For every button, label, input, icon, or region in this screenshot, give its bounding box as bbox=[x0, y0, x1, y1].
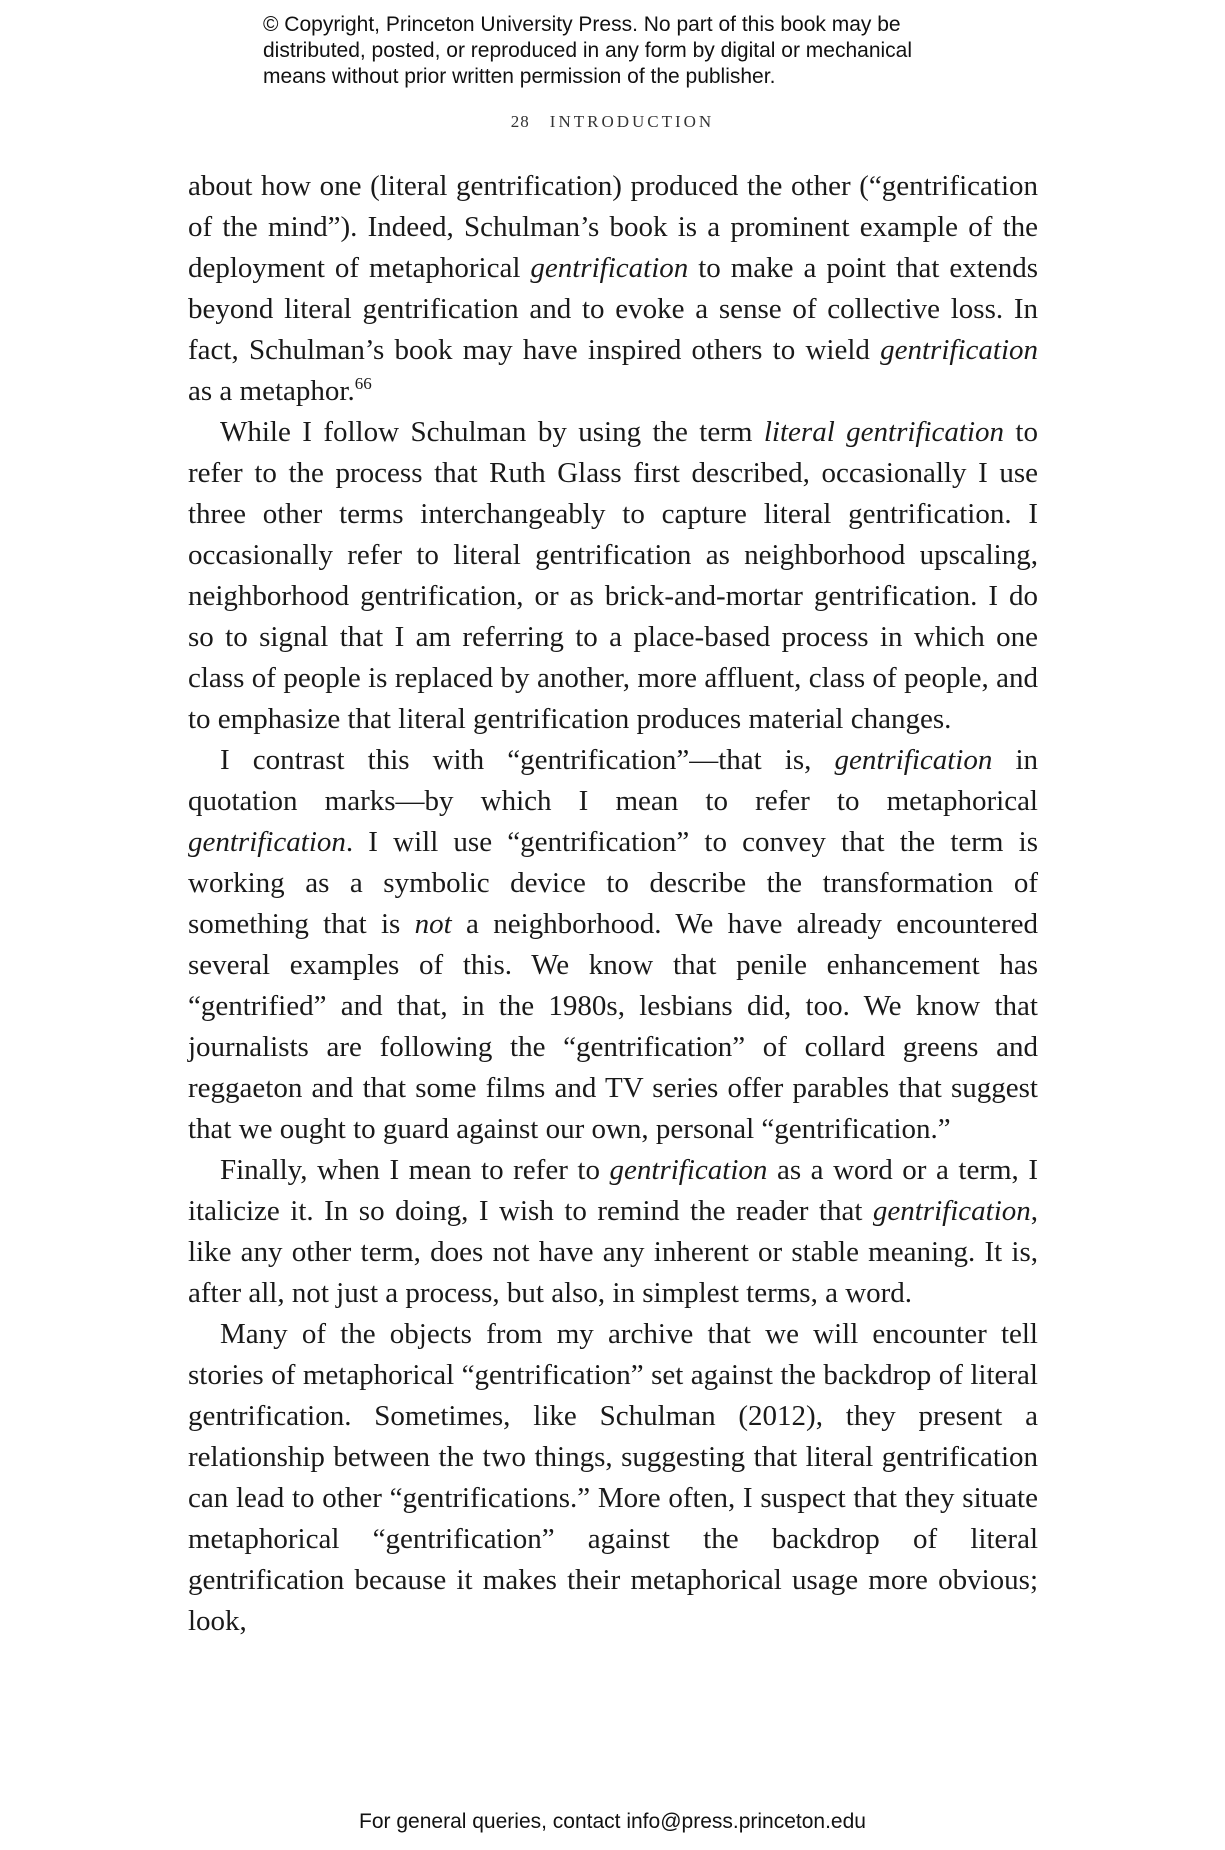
paragraph bbox=[188, 166, 1038, 412]
italic-text: not bbox=[414, 908, 452, 940]
copyright-notice bbox=[263, 12, 983, 90]
footnote-ref: 66 bbox=[354, 374, 372, 393]
italic-text: literal gentrification bbox=[763, 416, 1005, 448]
italic-text: gentrification bbox=[188, 826, 346, 858]
italic-text: gentrification bbox=[834, 744, 993, 776]
text-run: to refer to the process that Ruth Glass first described, occasionally I use three other terms interchangeably to capture literal gentrification. I occasionally refer to literal gentrification as neighborhood upscaling, neighborhood gentrification, or as brick-and-mortar gentrification. I do so to signal that I am referring to a place-based process in which one class of people is replaced by another, more affluent, class of people, and to emphasize that literal gentrification produces material changes. bbox=[188, 416, 1038, 735]
copyright-line-2: distributed, posted, or reproduced in any form by digital or mechanical bbox=[263, 39, 913, 62]
text-run: about how one (literal gentrification) produced the other (“gentrification of the mind”). Indeed, Schulman’s book is a prominent example of the deployment of metaphorical bbox=[188, 170, 1038, 284]
text-run: a neighborhood. We have already encountered several examples of this. We know that penile enhancement has “gentrified” and that, in the 1980s, lesbians did, too. We know that journalists are following the “gentrification” of collard greens and reggaeton and that some films and TV series offer parables that suggest that we ought to guard against our own, personal “gentrification.” bbox=[188, 908, 1038, 1145]
body-text bbox=[188, 166, 1038, 1642]
italic-text: gentrification bbox=[530, 252, 689, 284]
text-run: Finally, when I mean to refer to bbox=[220, 1154, 610, 1186]
copyright-line-3: means without prior written permission of the publisher. bbox=[263, 65, 776, 88]
paragraph bbox=[188, 412, 1038, 740]
text-run: Many of the objects from my archive that we will encounter tell stories of metaphorical “gentrification” set against the backdrop of literal gentrification. Sometimes, like Schulman (2012), they present a relationship between the two things, suggesting that literal gentrification can lead to other “gentrifications.” More often, I suspect that they situate metaphorical “gentrification” against the backdrop of literal gentrification because it makes their metaphorical usage more obvious; look, bbox=[188, 1318, 1038, 1637]
text-run: as a word or a term, I italicize it. In so doing, I wish to remind the reader that bbox=[188, 1154, 1038, 1227]
paragraph bbox=[188, 1150, 1038, 1314]
paragraph bbox=[188, 1314, 1038, 1642]
copyright-line-1: © Copyright, Princeton University Press. No part of this book may be bbox=[263, 13, 901, 36]
text-run: . I will use “gentrification” to convey that the term is working as a symbolic device to describe the transformation of something that is bbox=[188, 826, 1038, 940]
chapter-title: INTRODUCTION bbox=[549, 112, 715, 131]
running-head bbox=[0, 112, 1225, 132]
footer-contact: For general queries, contact info@press.princeton.edu bbox=[359, 1810, 866, 1833]
paragraph bbox=[188, 740, 1038, 1150]
page-number: 28 bbox=[510, 112, 530, 131]
text-run: in quotation marks—by which I mean to refer to metaphorical bbox=[188, 744, 1039, 817]
text-run: While I follow Schulman by using the term bbox=[220, 416, 764, 448]
text-run: as a metaphor. bbox=[188, 375, 355, 407]
italic-text: gentrification bbox=[609, 1154, 768, 1186]
text-run: I contrast this with “gentrification”—that is, bbox=[220, 744, 835, 776]
text-run: to make a point that extends beyond literal gentrification and to evoke a sense of collective loss. In fact, Schulman’s book may have inspired others to wield bbox=[188, 252, 1038, 366]
text-run: , like any other term, does not have any inherent or stable meaning. It is, after all, not just a process, but also, in simplest terms, a word. bbox=[188, 1195, 1038, 1309]
italic-text: gentrification bbox=[880, 334, 1038, 366]
italic-text: gentrification bbox=[872, 1195, 1031, 1227]
